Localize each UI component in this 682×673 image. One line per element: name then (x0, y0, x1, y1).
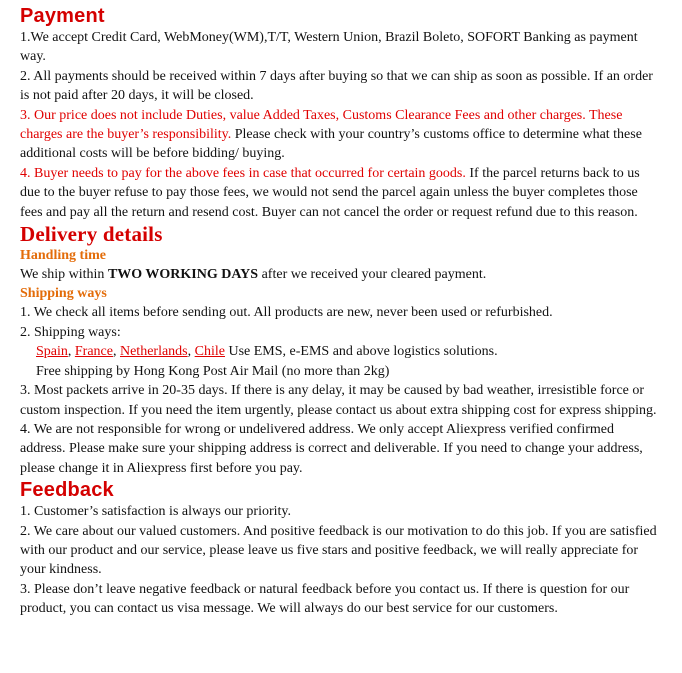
handling-time-bold: TWO WORKING DAYS (107, 267, 259, 283)
payment-item-4-highlight: 4. Buyer needs to pay for the above fees in case that occurred for certain goods. (20, 165, 466, 181)
handling-time-pre: We ship within (20, 267, 108, 283)
shipping-countries-line (20, 342, 660, 361)
country-link-spain[interactable]: Spain (36, 344, 68, 360)
handling-time-heading: Handling time (20, 248, 106, 264)
payment-heading: Payment (20, 5, 105, 27)
payment-item-1: 1.We accept Credit Card, WebMoney(WM),T/T, Western Union, Brazil Boleto, SOFORT Banking as payment way. (20, 30, 638, 65)
feedback-item-3: 3. Please don’t leave negative feedback or natural feedback before you contact us. If there is question for our product, you can contact us visa message. We will always do our best service for our customers. (20, 581, 630, 617)
shipping-item-3: 3. Most packets arrive in 20-35 days. If there is any delay, it may be caused by bad weather, irresistible force or custom inspection. If you need the item urgently, please contact us about extra shipping cost for express shipping. (20, 383, 657, 418)
country-link-france[interactable]: France (74, 344, 113, 360)
delivery-heading: Delivery details (20, 222, 163, 247)
feedback-item-1: 1. Customer’s satisfaction is always our priority. (20, 504, 292, 520)
feedback-item-2: 2. We care about our valued customers. And positive feedback is our motivation to do this job. If you are satisfied with our product and our service, please leave us five stars and positive feedback, we will really appreciate for your kindness. (20, 523, 657, 578)
shipping-item-2: 2. Shipping ways: (20, 324, 121, 340)
shipping-item-1: 1. We check all items before sending out. All products are new, never been used or refurbished. (20, 305, 553, 321)
payment-item-3-text: Please check with your country’s customs office to determine what these additional costs will be before bidding/ buying. (20, 127, 642, 162)
payment-item-3 (20, 106, 660, 164)
shipping-ways-heading: Shipping ways (20, 286, 107, 302)
country-link-netherlands[interactable]: Netherlands (119, 344, 188, 360)
policy-document (20, 4, 660, 619)
handling-time-text (20, 265, 660, 284)
feedback-heading: Feedback (20, 479, 114, 502)
shipping-item-4: 4. We are not responsible for wrong or undelivered address. We only accept Aliexpress verified confirmed address. Please make sure your shipping address is correct and deliverable. If you need to change your address, please change it in Aliexpress first before you pay. (20, 421, 643, 476)
country-link-chile[interactable]: Chile (194, 344, 225, 360)
free-shipping-text: Free shipping by Hong Kong Post Air Mail (no more than 2kg) (36, 363, 390, 379)
payment-item-2: 2. All payments should be received within 7 days after buying so that we can ship as soon as possible. If an order is not paid after 20 days, it will be closed. (20, 68, 653, 104)
handling-time-post: after we received your cleared payment. (258, 267, 487, 283)
logistics-text: Use EMS, e-EMS and above logistics solutions. (224, 344, 498, 360)
payment-item-4-text: If the parcel returns back to us due to the buyer refuse to pay those fees, we would not send the parcel again unless the buyer completes those fees and pay all the return and resend cost. Buyer can not cancel the order or request refund due to this reason. (20, 165, 640, 220)
country-separator: , (187, 344, 195, 360)
country-separator: , (67, 344, 75, 360)
payment-item-3-highlight: 3. Our price does not include Duties, value Added Taxes, Customs Clearance Fees and other charges. These charges are the buyer’s responsibility. (20, 107, 623, 143)
country-separator: , (112, 344, 120, 360)
payment-item-4 (20, 164, 660, 222)
